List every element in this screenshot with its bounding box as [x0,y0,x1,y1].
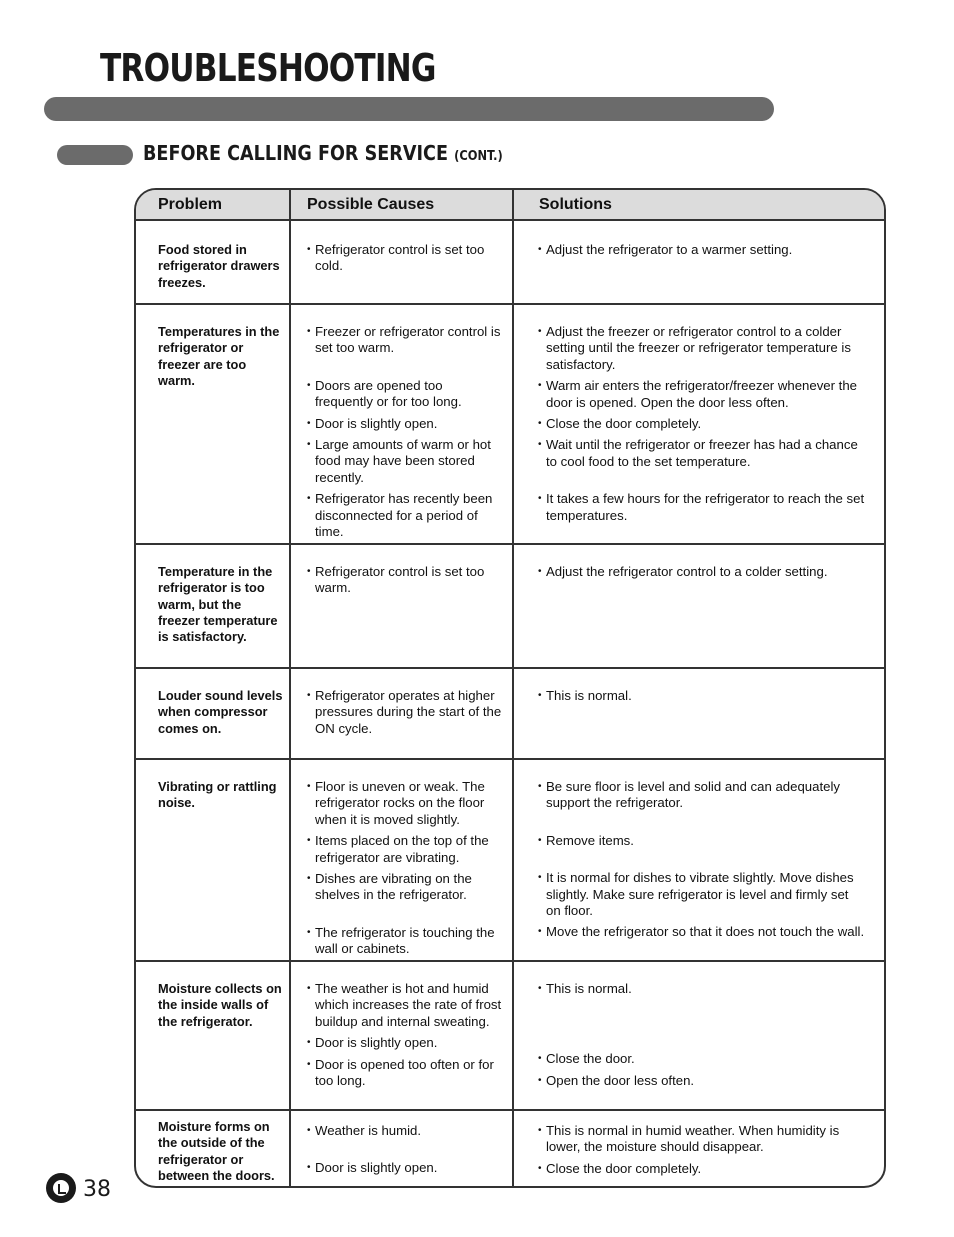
table-row [136,760,884,962]
cause-item: • Refrigerator control is set too cold. [307,242,502,275]
problem-cell: Moisture collects on the inside walls of the refrigerator. [158,981,282,1029]
page-number: 38 [83,1177,111,1202]
section-title [143,141,503,165]
problem-cell: Moisture forms on the outside of the refrigerator or between the doors. [158,1119,275,1183]
table-row [136,1111,884,1188]
cause-item: • Weather is humid. [307,1123,502,1139]
solution-item: • Close the door. [538,1051,866,1067]
cause-item: • Floor is uneven or weak. The refrigerator rocks on the floor when it is moved slightly. [307,779,502,828]
causes-cell [289,221,512,303]
header-solutions: Solutions [512,190,884,219]
solution-item: • It is normal for dishes to vibrate slightly. Move dishes slightly. Make sure refrigerator is level and firmly set on floor. [538,870,866,919]
problem-cell: Vibrating or rattling noise. [158,779,277,811]
cause-item: • Door is slightly open. [307,416,502,432]
table-header [136,190,884,221]
table-row [136,545,884,669]
page-title: TROUBLESHOOTING [100,46,436,90]
cause-item: • The refrigerator is touching the wall or cabinets. [307,925,502,958]
table-row [136,221,884,305]
troubleshooting-table [134,188,886,1188]
solution-item: • Close the door completely. [538,416,866,432]
solutions-cell [512,305,884,543]
solutions-cell [512,669,884,758]
section-title-suffix: (CONT.) [454,149,503,164]
solution-item: • Remove items. [538,833,866,849]
problem-cell: Louder sound levels when compressor comes on. [158,688,283,736]
problem-cell: Food stored in refrigerator drawers freezes. [158,242,280,290]
cause-item: • Large amounts of warm or hot food may have been stored recently. [307,437,502,486]
cause-item: • Freezer or refrigerator control is set too warm. [307,324,502,357]
table-row [136,669,884,760]
solution-item: • This is normal. [538,981,866,997]
cause-item: • The weather is hot and humid which increases the rate of frost buildup and internal sweating. [307,981,502,1030]
solution-item: • Warm air enters the refrigerator/freezer whenever the door is opened. Open the door less often. [538,378,866,411]
problem-cell: Temperature in the refrigerator is too warm, but the freezer temperature is satisfactory. [158,564,278,645]
causes-cell [289,760,512,960]
problem-cell: Temperatures in the refrigerator or freezer are too warm. [158,324,280,388]
causes-cell [289,962,512,1109]
solution-item: • This is normal in humid weather. When humidity is lower, the moisture should disappear. [538,1123,866,1156]
table-row [136,305,884,545]
header-causes: Possible Causes [289,190,512,219]
causes-cell [289,669,512,758]
cause-item: • Refrigerator operates at higher pressures during the start of the ON cycle. [307,688,502,737]
cause-item: • Door is slightly open. [307,1035,502,1051]
solutions-cell [512,1111,884,1188]
solutions-cell [512,962,884,1109]
cause-item: • Refrigerator control is set too warm. [307,564,502,597]
cause-item: • Doors are opened too frequently or for too long. [307,378,502,411]
solution-item: • Close the door completely. [538,1161,866,1177]
cause-item: • Refrigerator has recently been disconnected for a period of time. [307,491,502,540]
solution-item: • It takes a few hours for the refrigerator to reach the set temperatures. [538,491,866,524]
causes-cell [289,545,512,667]
solutions-cell [512,760,884,960]
section-pill [57,145,133,165]
solution-item: • This is normal. [538,688,866,704]
causes-cell [289,1111,512,1188]
solution-item: • Adjust the refrigerator to a warmer setting. [538,242,866,258]
cause-item: • Dishes are vibrating on the shelves in the refrigerator. [307,871,502,904]
causes-cell [289,305,512,543]
lg-logo-icon [46,1173,76,1203]
section-title-main: BEFORE CALLING FOR SERVICE [143,141,448,165]
cause-item: • Items placed on the top of the refrigerator are vibrating. [307,833,502,866]
solutions-cell [512,221,884,303]
solution-item: • Wait until the refrigerator or freezer has had a chance to cool food to the set temperature. [538,437,866,470]
title-bar [44,97,774,121]
solution-item: • Adjust the refrigerator control to a colder setting. [538,564,866,580]
solution-item: • Open the door less often. [538,1073,866,1089]
cause-item: • Door is slightly open. [307,1160,502,1176]
cause-item: • Door is opened too often or for too long. [307,1057,502,1090]
solution-item: • Move the refrigerator so that it does not touch the wall. [538,924,866,940]
solution-item: • Be sure floor is level and solid and can adequately support the refrigerator. [538,779,866,812]
header-problem: Problem [158,195,223,213]
solutions-cell [512,545,884,667]
table-row [136,962,884,1111]
solution-item: • Adjust the freezer or refrigerator control to a colder setting until the freezer or refrigerator temperature is satisfactory. [538,324,866,373]
